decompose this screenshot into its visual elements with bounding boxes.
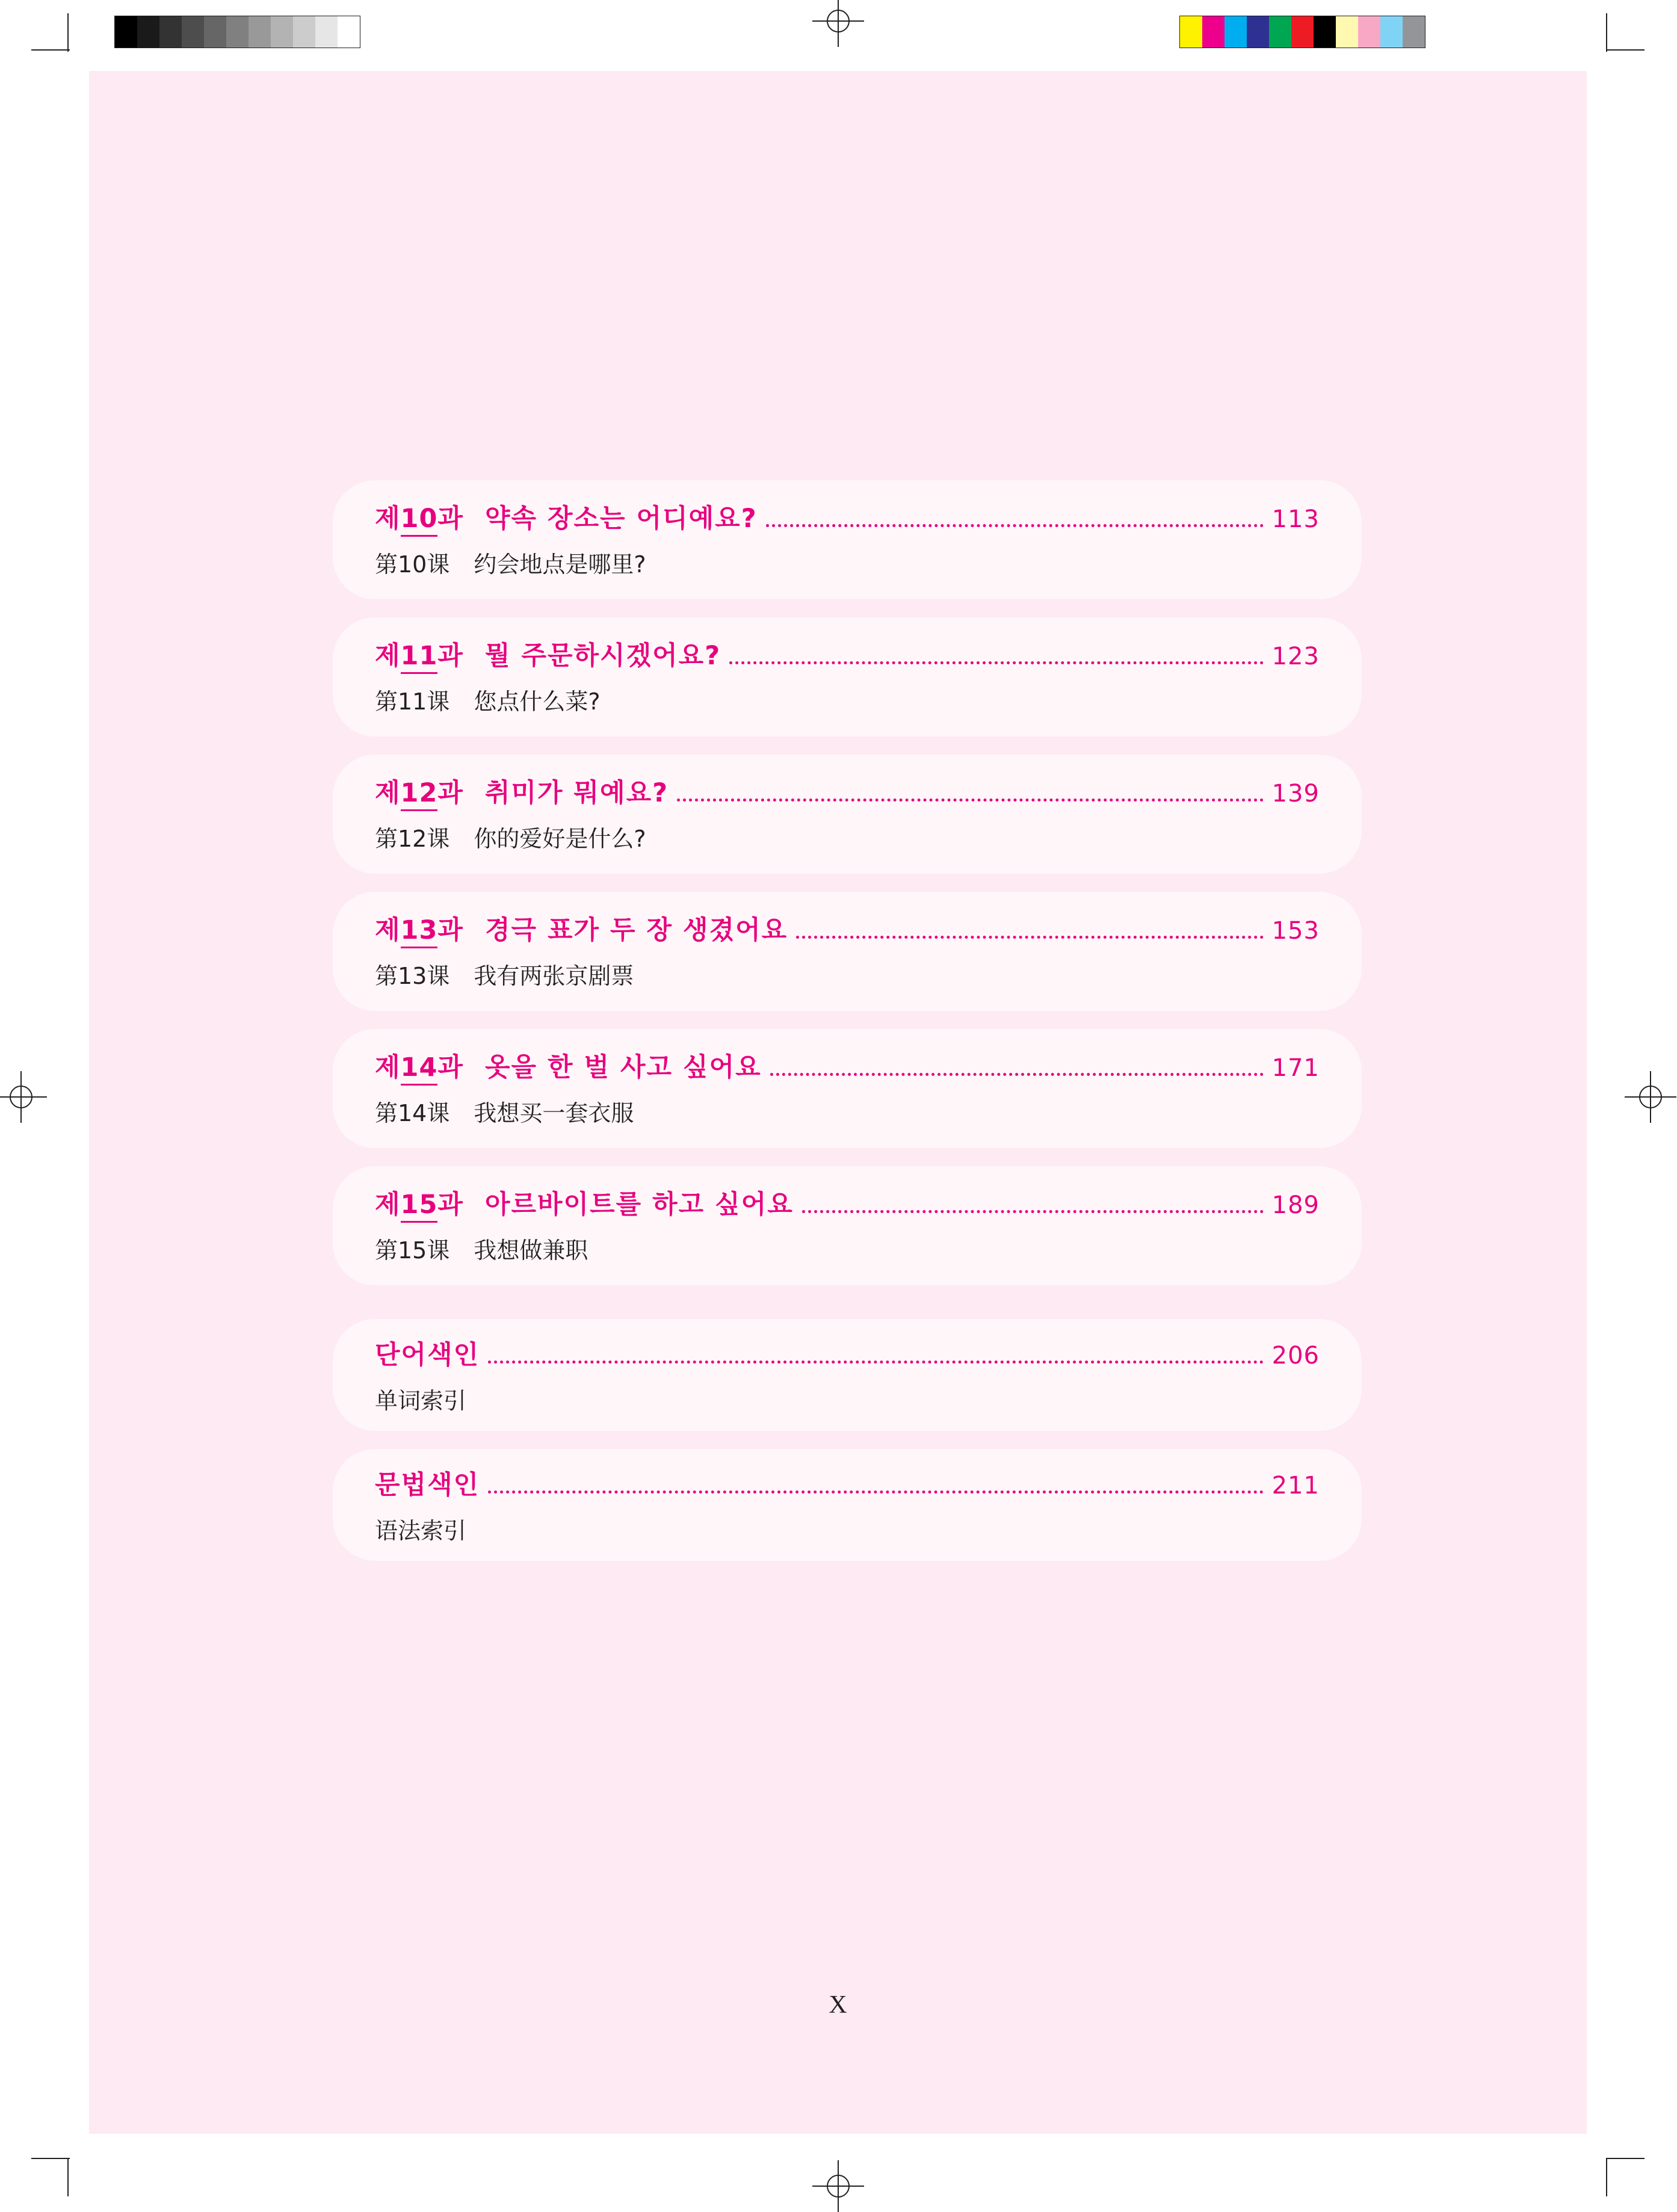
toc-entry-lesson-zh: 第10课 [375, 551, 450, 578]
toc-entry[interactable] [333, 480, 1362, 599]
toc-entry[interactable] [333, 1166, 1362, 1285]
leader-dots [488, 1350, 1263, 1364]
toc-entry-page: 113 [1271, 505, 1320, 533]
toc-entry-chinese-line [375, 683, 1320, 716]
table-of-contents [333, 480, 1362, 1579]
registration-mark-bottom [812, 2160, 864, 2212]
toc-entry-title-ko: 옷을 한 벌 사고 싶어요 [484, 1052, 762, 1083]
toc-entry-lesson-ko: 제10과 [375, 498, 463, 535]
color-swatch [1291, 16, 1314, 48]
toc-index-entry[interactable] [333, 1449, 1362, 1561]
page-folio: X [829, 1991, 847, 2019]
toc-index-korean-line [375, 1335, 1320, 1371]
leader-dots [729, 650, 1263, 664]
registration-mark-right [1625, 1071, 1676, 1123]
toc-entry-title-zh: 我有两张京剧票 [474, 963, 634, 989]
gray-swatch [182, 16, 204, 48]
gray-swatch [226, 16, 249, 48]
toc-entry-lesson-zh: 第11课 [375, 688, 450, 715]
crop-mark-top-right [1580, 13, 1645, 78]
toc-index-entry[interactable] [333, 1319, 1362, 1431]
toc-entry-lesson-zh: 第13课 [375, 963, 450, 989]
toc-index-title-zh: 单词索引 [375, 1388, 467, 1414]
toc-entry-lesson-zh: 第15课 [375, 1237, 450, 1264]
gray-swatch [315, 16, 338, 48]
toc-entry-title-zh: 你的爱好是什么? [474, 826, 646, 852]
gray-swatch [271, 16, 293, 48]
crop-mark-bottom-left [31, 2130, 96, 2195]
toc-entry-chinese-line [375, 1232, 1320, 1265]
toc-entry-chinese-line [375, 820, 1320, 853]
toc-entry-title-ko: 취미가 뭐예요? [484, 778, 669, 808]
toc-index-title-zh: 语法索引 [375, 1518, 467, 1544]
toc-entry-chinese-line [375, 957, 1320, 990]
toc-entry-title-ko: 뭘 주문하시겠어요? [484, 641, 721, 671]
toc-entry-page: 189 [1271, 1191, 1320, 1219]
toc-entry-page: 139 [1271, 780, 1320, 808]
gray-swatch [137, 16, 159, 48]
leader-dots [488, 1480, 1263, 1494]
toc-index-page: 206 [1271, 1342, 1320, 1370]
gray-swatch [293, 16, 315, 48]
toc-entry-korean-line [375, 773, 1320, 809]
toc-entry[interactable] [333, 755, 1362, 874]
leader-dots [770, 1062, 1264, 1076]
color-swatch [1180, 16, 1202, 48]
leader-dots [796, 925, 1263, 939]
registration-mark-left [0, 1071, 47, 1123]
toc-entry-chinese-line [375, 1095, 1320, 1128]
toc-index-title-ko: 단어색인 [375, 1340, 480, 1370]
color-swatch [1314, 16, 1336, 48]
toc-entry[interactable] [333, 617, 1362, 737]
page-canvas [89, 71, 1587, 2134]
toc-entry-lesson-ko: 제12과 [375, 773, 463, 809]
crop-mark-bottom-right [1580, 2130, 1645, 2195]
toc-entry-title-zh: 我想做兼职 [474, 1237, 588, 1264]
color-swatch [1225, 16, 1247, 48]
color-calibration-bar [1179, 16, 1425, 48]
color-swatch [1380, 16, 1403, 48]
color-swatch [1358, 16, 1380, 48]
toc-entry-lesson-zh: 第12课 [375, 826, 450, 852]
color-swatch [1336, 16, 1358, 48]
gray-swatch [338, 16, 360, 48]
color-swatch [1202, 16, 1225, 48]
toc-index-chinese-line [375, 1382, 1320, 1415]
leader-dots [766, 513, 1264, 527]
toc-entry-korean-line [375, 1047, 1320, 1084]
toc-index-page: 211 [1271, 1472, 1320, 1500]
toc-entry-lesson-ko: 제11과 [375, 635, 463, 672]
toc-entry-korean-line [375, 635, 1320, 672]
toc-entry[interactable] [333, 892, 1362, 1011]
toc-entry-title-zh: 约会地点是哪里? [474, 551, 646, 578]
leader-dots [677, 788, 1264, 802]
gray-swatch [159, 16, 182, 48]
gray-swatch [249, 16, 271, 48]
toc-entry[interactable] [333, 1029, 1362, 1148]
registration-mark-top [812, 0, 864, 47]
toc-entry-lesson-ko: 제14과 [375, 1047, 463, 1084]
toc-entry-page: 123 [1271, 643, 1320, 670]
color-swatch [1269, 16, 1291, 48]
toc-entry-title-ko: 약속 장소는 어디예요? [484, 504, 758, 534]
toc-entry-lesson-ko: 제13과 [375, 910, 463, 947]
toc-entry-chinese-line [375, 546, 1320, 579]
toc-entry-title-ko: 경극 표가 두 장 생겼어요 [484, 915, 788, 945]
toc-entry-page: 171 [1271, 1054, 1320, 1082]
toc-entry-lesson-zh: 第14课 [375, 1100, 450, 1126]
toc-entry-korean-line [375, 1184, 1320, 1221]
toc-entry-title-zh: 您点什么菜? [474, 688, 601, 715]
crop-mark-top-left [31, 13, 96, 78]
color-swatch [1247, 16, 1269, 48]
toc-index-title-ko: 문법색인 [375, 1470, 480, 1500]
toc-entry-title-zh: 我想买一套衣服 [474, 1100, 634, 1126]
toc-entry-title-ko: 아르바이트를 하고 싶어요 [484, 1190, 794, 1220]
toc-entry-page: 153 [1271, 917, 1320, 945]
toc-index-korean-line [375, 1465, 1320, 1501]
toc-entry-korean-line [375, 910, 1320, 947]
leader-dots [802, 1199, 1264, 1213]
color-swatch [1403, 16, 1425, 48]
grayscale-calibration-bar [114, 16, 360, 48]
gray-swatch [204, 16, 226, 48]
gray-swatch [115, 16, 137, 48]
toc-entry-lesson-ko: 제15과 [375, 1184, 463, 1221]
toc-index-chinese-line [375, 1512, 1320, 1545]
toc-entry-korean-line [375, 498, 1320, 535]
